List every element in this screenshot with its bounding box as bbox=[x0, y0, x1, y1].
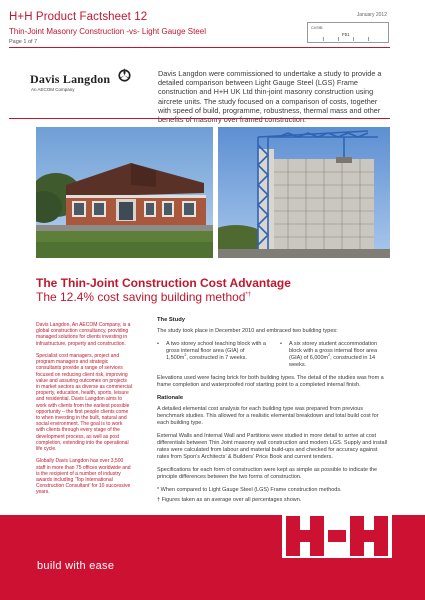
cisfb-tick bbox=[353, 37, 354, 41]
footnote: * When compared to Light Gauge Steel (LGS) Frame construction methods. bbox=[157, 487, 342, 493]
issue-date: January 2012 bbox=[356, 12, 387, 18]
page-number: Page 1 of 7 bbox=[9, 39, 38, 45]
factsheet-title: H+H Product Factsheet 12 bbox=[9, 11, 148, 23]
sidebar-about-davis-langdon bbox=[36, 322, 132, 502]
header-rule bbox=[9, 47, 390, 48]
school-building-photo bbox=[36, 127, 213, 258]
heading-footnote-mark: *† bbox=[245, 292, 252, 298]
heading-cost-saving bbox=[36, 290, 251, 304]
main-content bbox=[157, 317, 390, 507]
list-item bbox=[280, 341, 390, 369]
rationale-paragraph: External Walls and Internal Wall and Partitions were studied in more detail to arrive at cost differentials between Thin Joint masonry wall construction and modern LGS. Supply and install rates were calculated from labour and material build-ups and checked for accuracy against rates from Spon’s Architects’ & Builders’ Price Book and current tenders. bbox=[157, 433, 388, 460]
bullet-marker: • bbox=[280, 341, 282, 347]
logo-subtitle: An AECOM Company bbox=[31, 87, 75, 92]
sidebar-paragraph: Globally Davis Langdon has over 3,500 staff in more than 75 offices worldwide and is the recipient of a number of industry awards including ‘Top International Construction Consultant’ for 10 successive years. bbox=[36, 458, 131, 496]
rationale-paragraph: A detailed elemental cost analysis for each building type was prepared from previous benchmark studies. This allowed for a realistic elemental breakdown and total build cost for each building type. bbox=[157, 406, 379, 426]
factsheet-subtitle: Thin-Joint Masonry Construction -vs- Light Gauge Steel bbox=[9, 27, 206, 36]
sidebar-paragraph: Specialist cost managers, project and program managers and strategic consultants provide a range of services focused on reducing client risk, improving value and assuring outcomes on projects in market sectors as diverse as commercial property, education, health, sports, leisure and residential. Davis Langdon aims to work with clients from the earliest possible opportunity – the first people clients come to when investing in the built, natural and social environment. The goal is to work with clients through every stage of the development process, as well as post completion, extending into the operational life cycle. bbox=[36, 353, 132, 453]
intro-paragraph: Davis Langdon were commissioned to undertake a study to provide a detailed comparison between Light Gauge Steel (LGS) Frame construction and H+H UK Ltd thin-joint masonry construction using aircrete units. The study focused on a comparison of costs, together with speed of build, programme, robustness, thermal mass and other benefits of masonry over framed construction. bbox=[158, 69, 382, 125]
bullet-text bbox=[289, 341, 390, 369]
bullet-text-part: , constructed in 14 weeks. bbox=[289, 355, 376, 368]
study-heading: The Study bbox=[157, 317, 186, 323]
davis-langdon-logo: Davis Langdon bbox=[30, 72, 111, 86]
study-paragraph: The study took place in December 2010 and embraced two building types: bbox=[157, 328, 338, 334]
bullet-text-part: A six storey student accommodation block with a gross internal floor area (GIA) of 6,000m bbox=[289, 341, 378, 361]
cisfb-tick bbox=[338, 37, 339, 41]
heading-cost-advantage: The Thin-Joint Construction Cost Advantage bbox=[36, 276, 291, 290]
construction-site-photo bbox=[218, 127, 390, 258]
intro-rule bbox=[9, 118, 390, 119]
bullet-text-part: , constructed in 7 weeks. bbox=[186, 355, 247, 361]
davis-langdon-mark-icon bbox=[117, 68, 132, 83]
sidebar-paragraph: Davis Langdon, An AECOM Company, is a global construction consultancy, providing managed solutions for clients investing in infrastructure, property and construction. bbox=[36, 322, 131, 347]
superscript: 2 bbox=[328, 353, 331, 358]
rationale-heading: Rationale bbox=[157, 395, 184, 401]
building-types-list bbox=[157, 341, 390, 369]
bullet-text-part: A two storey school teaching block with a gross internal floor area (GIA) of 1,500m bbox=[166, 341, 266, 361]
cisfb-label: CI/SfB bbox=[311, 25, 323, 30]
rationale-paragraph: Specifications for each form of construction were kept as simple as possible to indicate the principle differences between the two forms of construction. bbox=[157, 467, 378, 480]
study-paragraph: Elevations used were facing brick for both building types. The detail of the studies was from a frame completion and waterproofed roof starting point to a completed internal finish. bbox=[157, 375, 384, 388]
heading-cost-saving-text: The 12.4% cost saving building method bbox=[36, 290, 246, 304]
bullet-text bbox=[166, 341, 267, 369]
bullet-marker: • bbox=[157, 341, 159, 347]
superscript: 2 bbox=[184, 353, 187, 358]
cisfb-tick bbox=[323, 37, 324, 41]
cisfb-tick bbox=[368, 37, 369, 41]
footnote: † Figures taken as an average over all percentages shown. bbox=[157, 497, 302, 503]
hh-logo-icon bbox=[282, 514, 392, 558]
cisfb-value: F51 bbox=[342, 32, 350, 37]
cisfb-box bbox=[307, 22, 389, 43]
footer-tagline: build with ease bbox=[37, 560, 115, 572]
list-item bbox=[157, 341, 267, 369]
